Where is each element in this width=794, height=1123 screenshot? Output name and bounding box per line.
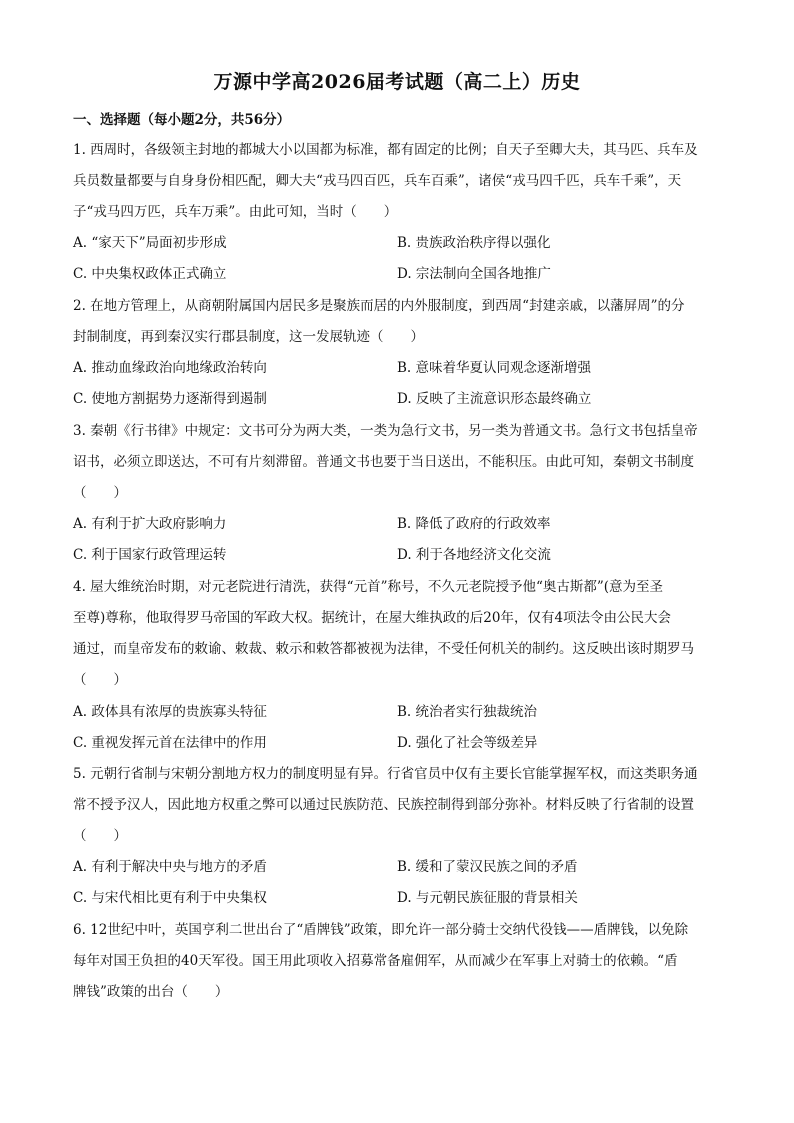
question-3-option-d: D. 利于各地经济文化交流 [397, 547, 551, 563]
question-3-line-3: （ ） [73, 485, 127, 501]
question-1-option-d: D. 宗法制向全国各地推广 [397, 266, 551, 282]
question-4-option-c: C. 重视发挥元首在法律中的作用 [73, 735, 267, 751]
question-4-line-4: （ ） [73, 672, 127, 688]
question-2-option-c: C. 使地方割据势力逐渐得到遏制 [73, 391, 267, 407]
question-4-option-b: B. 统治者实行独裁统治 [397, 704, 538, 720]
question-6-line-2: 每年对国王负担的40天军役。国王用此项收入招募常备雇佣军，从而减少在军事上对骑士的依赖。“盾 [73, 953, 678, 969]
question-2-option-b: B. 意味着华夏认同观念逐渐增强 [397, 360, 592, 376]
question-5-option-a: A. 有利于解决中央与地方的矛盾 [73, 859, 267, 875]
question-3-line-1: 3. 秦朝《行书律》中规定：文书可分为两大类，一类为急行文书，另一类为普通文书。急行文书包括皇帝 [73, 423, 698, 439]
question-5-option-c: C. 与宋代相比更有利于中央集权 [73, 890, 267, 906]
page-title: 万源中学高2026届考试题（高二上）历史 [213, 71, 581, 93]
question-1-line-1: 1. 西周时，各级领主封地的都城大小以国都为标准，都有固定的比例；自天子至卿大夫，其马匹、兵车及 [73, 142, 698, 158]
question-2-line-2: 封制制度，再到秦汉实行郡县制度，这一发展轨迹（ ） [73, 329, 424, 345]
question-5-option-b: B. 缓和了蒙汉民族之间的矛盾 [397, 859, 578, 875]
question-4-option-a: A. 政体具有浓厚的贵族寡头特征 [73, 704, 267, 720]
question-5-option-d: D. 与元朝民族征服的背景相关 [397, 890, 578, 906]
question-6-line-3: 牌钱”政策的出台（ ） [73, 984, 229, 1000]
question-3-option-c: C. 利于国家行政管理运转 [73, 547, 227, 563]
question-1-option-b: B. 贵族政治秩序得以强化 [397, 235, 551, 251]
question-6-line-1: 6. 12世纪中叶，英国亨利二世出台了“盾牌钱”政策，即允许一部分骑士交纳代役钱——盾牌钱，以免除 [73, 922, 689, 938]
question-4-line-3: 通过，而皇帝发布的敕谕、敕裁、敕示和敕答都被视为法律，不受任何机关的制约。这反映出该时期罗马 [73, 641, 694, 657]
question-1-line-3: 子“戎马四万匹，兵车万乘”。由此可知，当时（ ） [73, 204, 398, 220]
question-4-line-2: 至尊)尊称，他取得罗马帝国的军政大权。据统计，在屋大维执政的后20年，仅有4项法令由公民大会 [73, 610, 672, 626]
question-1-option-a: A. “家天下”局面初步形成 [73, 235, 227, 251]
question-2-option-d: D. 反映了主流意识形态最终确立 [397, 391, 592, 407]
question-2-line-1: 2. 在地方管理上，从商朝附属国内居民多是聚族而居的内外服制度，到西周“封建亲戚，以藩屏周”的分 [73, 298, 685, 314]
question-5-line-1: 5. 元朝行省制与宋朝分割地方权力的制度明显有异。行省官员中仅有主要长官能掌握军权，而这类职务通 [73, 766, 698, 782]
question-3-line-2: 诏书，必须立即送达，不可有片刻滞留。普通文书也要于当日送出，不能积压。由此可知，秦朝文书制度 [73, 454, 694, 470]
question-3-option-a: A. 有利于扩大政府影响力 [73, 516, 227, 532]
question-4-line-1: 4. 屋大维统治时期，对元老院进行清洗，获得“元首”称号，不久元老院授予他“奥古斯都”(意为至圣 [73, 579, 664, 595]
question-2-option-a: A. 推动血缘政治向地缘政治转向 [73, 360, 267, 376]
question-5-line-3: （ ） [73, 828, 127, 844]
question-5-line-2: 常不授予汉人，因此地方权重之弊可以通过民族防范、民族控制得到部分弥补。材料反映了行省制的设置 [73, 797, 694, 813]
section-heading: 一、选择题（每小题2分，共56分） [73, 112, 291, 128]
question-1-option-c: C. 中央集权政体正式确立 [73, 266, 227, 282]
question-3-option-b: B. 降低了政府的行政效率 [397, 516, 551, 532]
question-4-option-d: D. 强化了社会等级差异 [397, 735, 538, 751]
question-1-line-2: 兵员数量都要与自身身份相匹配，卿大夫“戎马四百匹，兵车百乘”，诸侯“戎马四千匹，兵车千乘”，天 [73, 173, 682, 189]
